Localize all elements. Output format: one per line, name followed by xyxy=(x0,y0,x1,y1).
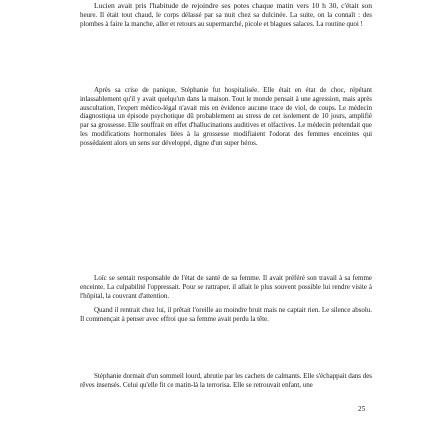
paragraph-loic-guilt xyxy=(80,274,372,300)
paragraph-text: Quand il rentrait chez lui, il prêtait l'oreille au moindre bruit mais ne captait rien. Le silence absolu. Il commençait à penser avec effroi que sa femme avait perdu la tête. xyxy=(80,306,372,323)
page-number: 25 xyxy=(358,405,366,413)
paragraph-silence xyxy=(80,306,372,324)
paragraph-stephanie-hospital xyxy=(80,86,372,147)
paragraph-lucien-routine xyxy=(80,2,372,28)
paragraph-stephanie-dream xyxy=(80,372,372,390)
paragraph-text: Stéphanie dormait d'un sommeil lourd, abrutie par les cachets de calmants. Elle s'échappait dans des rêves insensés. Celui qu'elle fit ce matin-là la terrorisa. Elle se retrouvait enfant, une xyxy=(80,372,372,389)
paragraph-text: Lucien avait pris l'habitude de rejoindre ses potes chaque matin vers 10 h 30, c'était son heure. Il était tout chaud, le corps délassé par sa nuit chez sa dulcinée. La suite, on la connaît : des plombes à faire la manche, aller et retours au supermarché, picole et blagues salaces. La routine quoi ! xyxy=(80,1,372,28)
paragraph-text: Loïc se sentait responsable de l'état de santé de sa femme. Il avait préféré son travail à sa femme enceinte. La culpabilité l'oppressait. Pour se rattraper, il allait le plus souvent possible lui rendre visite à l'hôpital, la couvrant d'attention. xyxy=(80,274,372,300)
paragraph-text: Après sa crise de panique, Stéphanie fut hospitalisée. Elle était en état de choc, répétant inlassablement qu'il y avait quelqu'un dans la maison. Tout le monde pensait à une agression, mais après auscultation, l'expert médico-légal n'avait mis en évidence aucune trace de viol, de coups. Le médecin diagnostiqua un épisode psychotique dû probablement au stress de cet isolement de 10 jours, amplifié par sa grossesse. Elle souffrait en effet d'hallucinations auditives et olfactives. Le médecin prétendait que les modifications hormonales liées à la grossesse modifiaient l'odorat des femmes enceintes qui possédaient alors un sens sur développé, digne d'un super héros. xyxy=(80,86,372,147)
